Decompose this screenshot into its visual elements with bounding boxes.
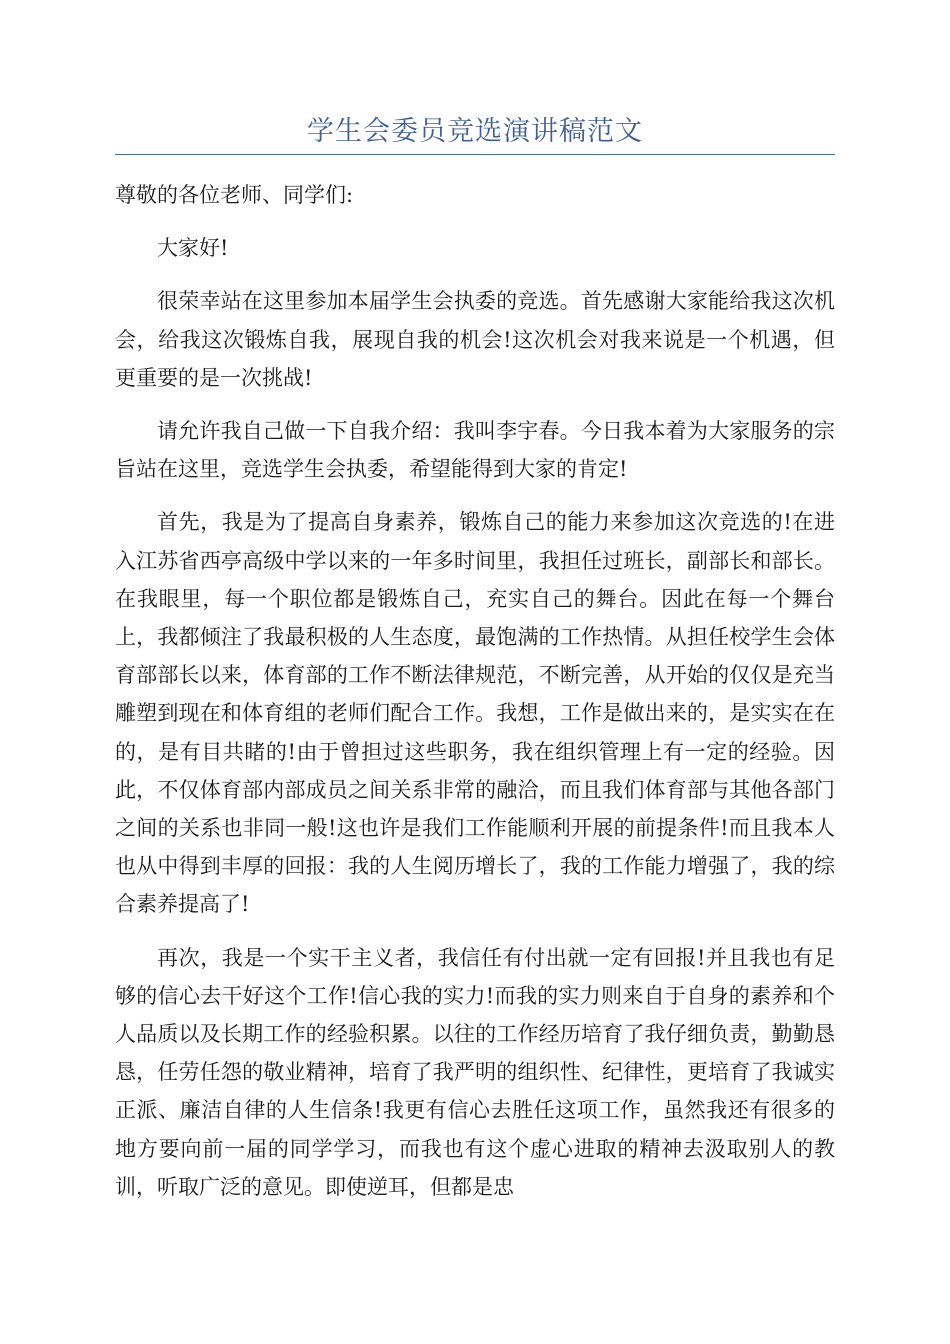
paragraph-commitment: 再次，我是一个实干主义者，我信任有付出就一定有回报!并且我也有足够的信心去干好这个工作!信心我的实力!而我的实力则来自于自身的素养和个人品质以及长期工作的经验积累。以往的工作经历培育了我仔细负责，勤勤恳恳，任劳任怨的敬业精神，培育了我严明的组织性、纪律性，更培育了我诚实正派、廉洁自律的人生信条!我更有信心去胜任这项工作，虽然我还有很多的地方要向前一届的同学学习，而我也有这个虚心进取的精神去汲取别人的教训，听取广泛的意见。即使逆耳，但都是忠 [115, 945, 835, 1199]
salutation: 尊敬的各位老师、同学们: [115, 183, 354, 207]
paragraph-opening: 很荣幸站在这里参加本届学生会执委的竞选。首先感谢大家能给我这次机会，给我这次锻炼自我，展现自我的机会!这次机会对我来说是一个机遇，但更重要的是一次挑战! [115, 289, 835, 390]
paragraph-greeting: 大家好! [157, 236, 229, 261]
paragraph-introduction: 请允许我自己做一下自我介绍：我叫李宇春。今日我本着为大家服务的宗旨站在这里，竞选学生会执委，希望能得到大家的肯定! [115, 419, 835, 482]
document-title: 学生会委员竞选演讲稿范文 [307, 116, 643, 147]
paragraph-experience: 首先，我是为了提高自身素养，锻炼自己的能力来参加这次竞选的!在进入江苏省西亭高级中学以来的一年多时间里，我担任过班长，副部长和部长。在我眼里，每一个职位都是锻炼自己，充实自己的舞台。因此在每一个舞台上，我都倾注了我最积极的人生态度，最饱满的工作热情。从担任校学生会体育部部长以来，体育部的工作不断法律规范，不断完善，从开始的仅仅是充当雕塑到现在和体育组的老师们配合工作。我想，工作是做出来的，是实实在在的，是有目共睹的!由于曾担过这些职务，我在组织管理上有一定的经验。因此，不仅体育部内部成员之间关系非常的融洽，而且我们体育部与其他各部门之间的关系也非同一般!这也许是我们工作能顺利开展的前提条件!而且我本人也从中得到丰厚的回报：我的人生阅历增长了，我的工作能力增强了，我的综合素养提高了! [115, 510, 835, 917]
document-body [115, 176, 835, 1221]
title-underline [115, 154, 835, 155]
